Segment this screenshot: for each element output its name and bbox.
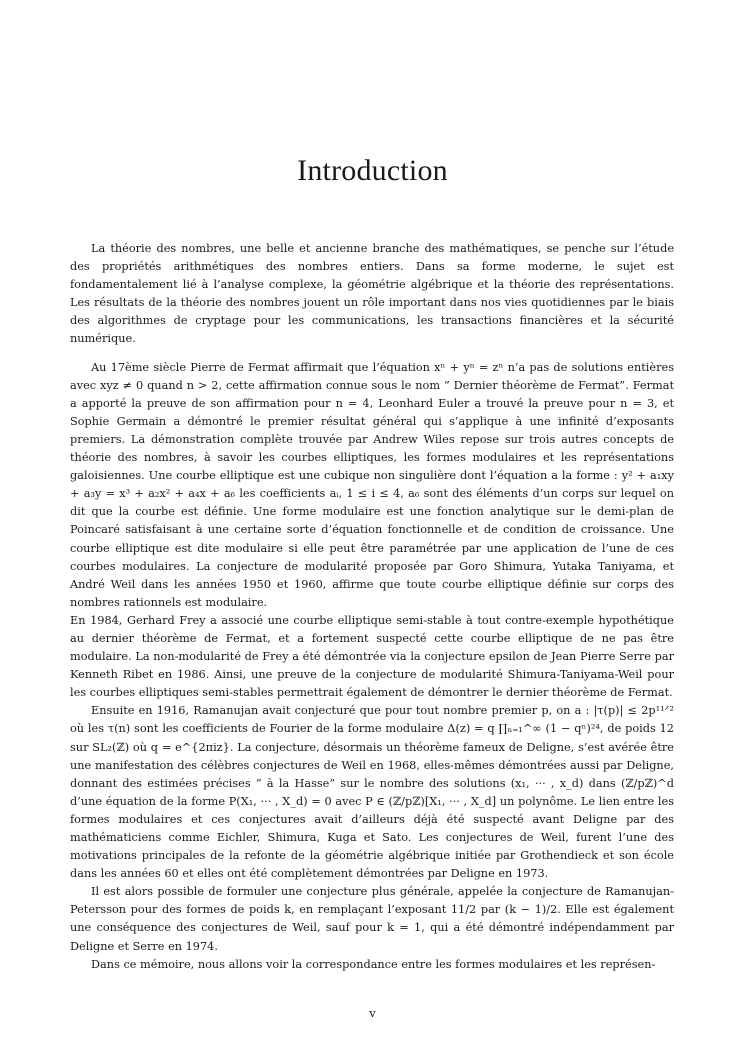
paragraph: En 1984, Gerhard Frey a associé une courbe elliptique semi-stable à tout contre-exemple hypothétique au dernier théorème de Fermat, et a fortement suspecté cette courbe elliptique de ne pas être modulaire. La non-modularité de Frey a été démontrée via la conjecture epsilon de Jean Pierre Serre par Kenneth Ribet en 1986. Ainsi, une preuve de la conjecture de modularité Shimura-Taniyama-Weil pour les courbes elliptiques semi-stables permettrait également de démontrer le dernier théorème de Fermat. bbox=[70, 613, 674, 700]
paragraph: Ensuite en 1916, Ramanujan avait conjecturé que pour tout nombre premier p, on a : |τ(p)| ≤ 2p¹¹ᐟ² où les τ(n) sont les coefficients de Fourier de la forme modulaire Δ(z) = q ∏ₙ₌₁^∞ (1 − qⁿ)²⁴, de poids 12 sur SL₂(ℤ) où q = e^{2πiz}. La conjecture, désormais un théorème fameux de Deligne, s’est avérée être une manifestation des célèbres conjectures de Weil en 1968, elles-mêmes démontrées aussi par Deligne, donnant des estimées précises ” à la Hasse” sur le nombre des solutions (x₁, ··· , x_d) dans (ℤ/pℤ)^d d’une équation de la forme P(X₁, ··· , X_d) = 0 avec P ∈ (ℤ/pℤ)[X₁, ··· , X_d] un polynôme. Le lien entre les formes modulaires et ces conjectures avait d’ailleurs déjà été suspecté avant Deligne par des mathématiciens comme Eichler, Shimura, Kuga et Sato. Les conjectures de Weil, furent l’une des motivations principales de la refonte de la géométrie algébrique initiée par Grothendieck et son école dans les années 60 et elles ont été complètement démontrées par Deligne en 1973. bbox=[70, 704, 674, 881]
paragraph: Dans ce mémoire, nous allons voir la correspondance entre les formes modulaires et les représen- bbox=[91, 957, 656, 971]
paragraph: Il est alors possible de formuler une conjecture plus générale, appelée la conjecture de Ramanujan-Petersson pour des formes de poids k, en remplaçant l’exposant 11/2 par (k − 1)/2. Elle est également une conséquence des conjectures de Weil, sauf pour k = 1, qui a été démontré indépendamment par Deligne et Serre en 1974. bbox=[70, 885, 674, 953]
paragraph: La théorie des nombres, une belle et ancienne branche des mathématiques, se penche sur l’étude des propriétés arithmétiques des nombres entiers. Dans sa forme moderne, le sujet est fondamentalement lié à l’analyse complexe, la géométrie algébrique et la théorie des représentations. Les résultats de la théorie des nombres jouent un rôle important dans nos vies quotidiennes par le biais des algorithmes de cryptage pour les communications, les transactions financières et la sécurité numérique. bbox=[70, 242, 674, 346]
page-title: Introduction bbox=[297, 154, 448, 187]
paragraph: Au 17ème siècle Pierre de Fermat affirmait que l’équation xⁿ + yⁿ = zⁿ n’a pas de solutions entières avec xyz ≠ 0 quand n > 2, cette affirmation connue sous le nom ” Dernier théorème de Fermat”. Fermat a apporté la preuve de son affirmation pour n = 4, Leonhard Euler a trouvé la preuve pour n = 3, et Sophie Germain a démontré le premier résultat général qui s’applique à une infinité d’exposants premiers. La démonstration complète trouvée par Andrew Wiles repose sur trois autres concepts de théorie des nombres, à savoir les courbes elliptiques, les formes modulaires et les représentations galoisiennes. Une courbe elliptique est une cubique non singulière dont l’équation a la forme : y² + a₁xy + a₃y = x³ + a₂x² + a₄x + a₆ les coefficients aᵢ, 1 ≤ i ≤ 4, a₆ sont des éléments d’un corps sur lequel on dit que la courbe est définie. Une forme modulaire est une fonction analytique sur le demi-plan de Poincaré satisfaisant à une certaine sorte d’équation fonctionnelle et de condition de croissance. Une courbe elliptique est dite modulaire si elle peut être paramétrée par une application de l’une de ces courbes modulaires. La conjecture de modularité proposée par Goro Shimura, Yutaka Taniyama, et André Weil dans les années 1950 et 1960, affirme que toute courbe elliptique définie sur corps des nombres rationnels est modulaire. bbox=[70, 360, 674, 609]
page-number: v bbox=[369, 1006, 376, 1020]
body-text bbox=[70, 240, 674, 974]
